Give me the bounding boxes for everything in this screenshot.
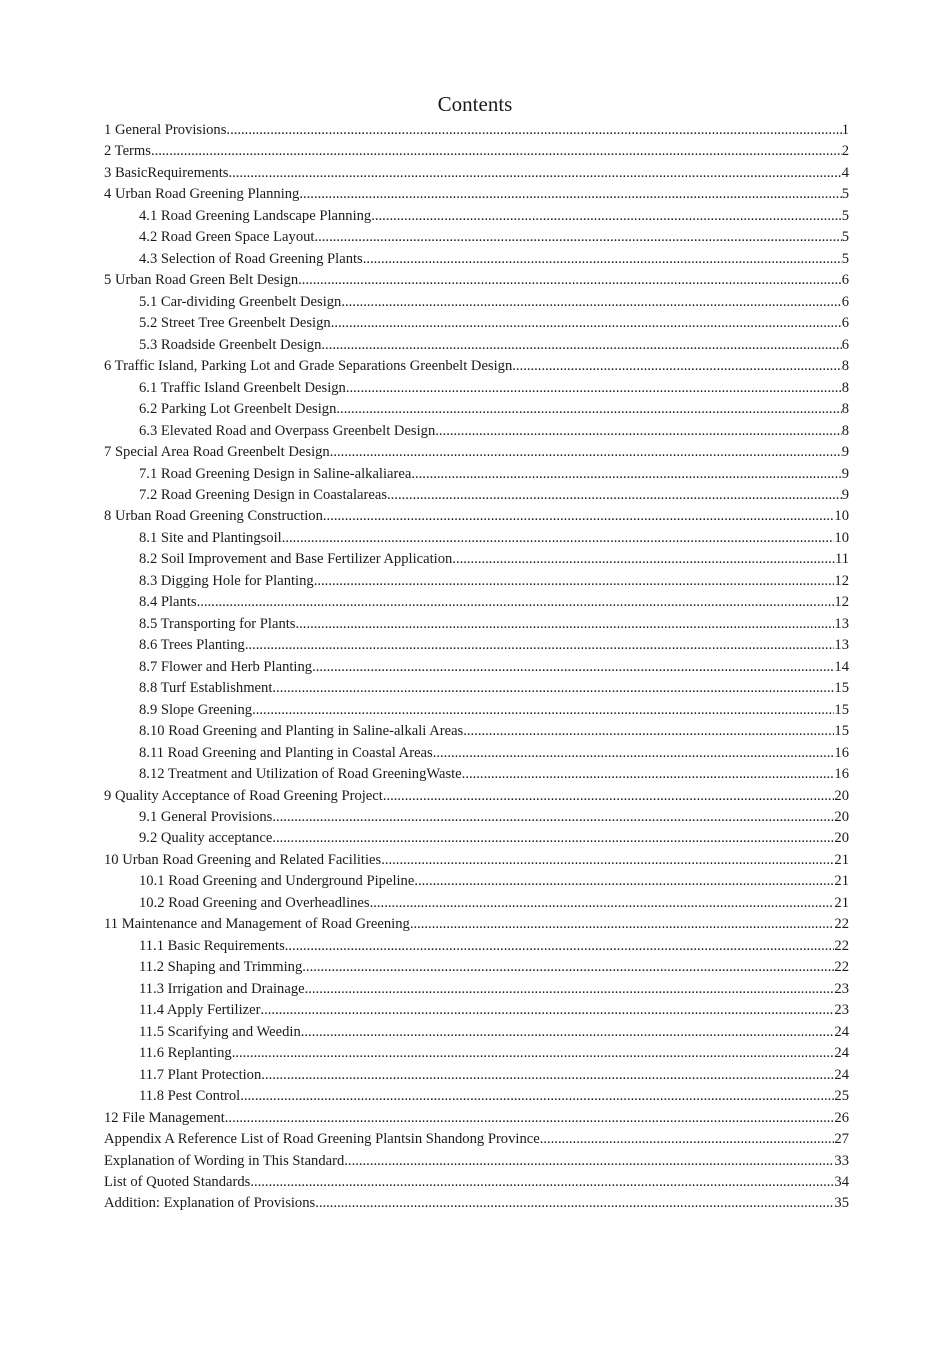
toc-entry-page-number: 16 — [834, 766, 849, 783]
toc-entry-label: 7 Special Area Road Greenbelt Design — [104, 444, 330, 461]
dot-leader — [331, 313, 842, 334]
toc-entry-page-number: 8 — [841, 379, 849, 396]
dot-leader — [315, 1193, 834, 1214]
toc-entry[interactable] — [104, 464, 849, 485]
toc-entry[interactable] — [104, 313, 849, 334]
toc-entry-label: 3 BasicRequirements — [104, 164, 229, 181]
dot-leader — [363, 249, 842, 270]
toc-entry[interactable] — [104, 614, 849, 635]
toc-entry-label: 6.2 Parking Lot Greenbelt Design — [139, 401, 337, 418]
toc-entry-label: 8.6 Trees Planting — [139, 637, 245, 654]
toc-entry-label: 6.3 Elevated Road and Overpass Greenbelt Design — [139, 422, 436, 439]
toc-entry[interactable] — [104, 378, 849, 399]
toc-entry[interactable] — [104, 1129, 849, 1150]
dot-leader — [232, 1043, 835, 1064]
dot-leader — [314, 571, 835, 592]
toc-entry-label: 8.1 Site and Plantingsoil — [139, 529, 282, 546]
toc-entry[interactable] — [104, 1022, 849, 1043]
toc-entry-page-number: 35 — [834, 1195, 849, 1212]
dot-leader — [321, 335, 841, 356]
toc-entry-label: 11.1 Basic Requirements — [139, 937, 285, 954]
toc-entry[interactable] — [104, 1151, 849, 1172]
toc-entry-label: 8.4 Plants — [139, 594, 197, 611]
toc-entry-page-number: 6 — [841, 336, 849, 353]
toc-entry-label: 8.12 Treatment and Utilization of Road GreeningWaste — [139, 766, 462, 783]
toc-entry-page-number: 8 — [841, 401, 849, 418]
toc-entry-label: 6 Traffic Island, Parking Lot and Grade Separations Greenbelt Design — [104, 358, 513, 375]
dot-leader — [433, 743, 835, 764]
dot-leader — [540, 1129, 835, 1150]
toc-entry[interactable] — [104, 549, 849, 570]
dot-leader — [411, 464, 841, 485]
toc-entry[interactable] — [104, 936, 849, 957]
toc-entry[interactable] — [104, 206, 849, 227]
toc-entry-label: 11.8 Pest Control — [139, 1088, 241, 1105]
toc-entry-label: 11 Maintenance and Management of Road Greening — [104, 916, 410, 933]
toc-entry-label: 2 Terms — [104, 143, 151, 160]
toc-entry-page-number: 33 — [834, 1152, 849, 1169]
toc-entry-page-number: 4 — [841, 164, 849, 181]
dot-leader — [272, 828, 834, 849]
toc-entry-page-number: 22 — [834, 937, 849, 954]
toc-entry[interactable] — [104, 700, 849, 721]
toc-entry[interactable] — [104, 485, 849, 506]
toc-entry[interactable] — [104, 249, 849, 270]
toc-entry[interactable] — [104, 678, 849, 699]
toc-entry-label: Appendix A Reference List of Road Greening Plantsin Shandong Province — [104, 1131, 540, 1148]
toc-entry-label: 6.1 Traffic Island Greenbelt Design — [139, 379, 346, 396]
toc-entry-page-number: 23 — [834, 980, 849, 997]
dot-leader — [285, 936, 835, 957]
toc-entry-label: 1 General Provisions — [104, 122, 227, 138]
toc-entry-page-number: 6 — [841, 272, 849, 289]
toc-entry-page-number: 13 — [834, 637, 849, 654]
toc-entry-page-number: 20 — [834, 809, 849, 825]
toc-entry[interactable] — [104, 421, 849, 442]
toc-entry-page-number: 9 — [841, 444, 849, 461]
toc-entry-page-number: 5 — [841, 250, 849, 267]
toc-entry-label: 9.1 General Provisions — [139, 809, 273, 825]
toc-entry-label: 11.5 Scarifying and Weedin — [139, 1023, 301, 1040]
dot-leader — [346, 378, 842, 399]
toc-entry[interactable] — [104, 914, 849, 935]
dot-leader — [296, 614, 835, 635]
toc-entry-page-number: 11 — [834, 551, 849, 568]
toc-entry[interactable] — [104, 528, 849, 549]
toc-entry[interactable] — [104, 1086, 849, 1107]
dot-leader — [299, 184, 841, 205]
toc-entry[interactable] — [104, 506, 849, 527]
toc-entry-page-number: 24 — [834, 1023, 849, 1040]
dot-leader — [387, 485, 842, 506]
toc-entry[interactable] — [104, 1108, 849, 1129]
toc-entry-label: 4.3 Selection of Road Greening Plants — [139, 250, 363, 267]
dot-leader — [252, 700, 834, 721]
dot-leader — [226, 120, 841, 141]
toc-entry-label: 5.1 Car-dividing Greenbelt Design — [139, 293, 342, 310]
toc-entry-page-number: 9 — [841, 486, 849, 503]
toc-entry[interactable] — [104, 292, 849, 313]
toc-entry[interactable] — [104, 957, 849, 978]
toc-entry[interactable] — [104, 807, 849, 828]
toc-entry[interactable] — [104, 850, 849, 871]
toc-entry-label: 5.3 Roadside Greenbelt Design — [139, 336, 322, 353]
toc-entry-page-number: 6 — [841, 293, 849, 310]
toc-entry-label: 12 File Management — [104, 1109, 225, 1126]
dot-leader — [410, 914, 835, 935]
toc-entry[interactable] — [104, 1193, 849, 1214]
toc-entry-page-number: 5 — [841, 207, 849, 224]
toc-entry[interactable] — [104, 270, 849, 291]
table-of-contents — [104, 120, 849, 1215]
toc-entry[interactable] — [104, 184, 849, 205]
toc-entry-label: 8.2 Soil Improvement and Base Fertilizer Application — [139, 551, 453, 568]
toc-entry-page-number: 2 — [841, 143, 849, 160]
toc-entry-page-number: 14 — [834, 658, 849, 675]
toc-entry-label: Addition: Explanation of Provisions — [104, 1195, 316, 1212]
dot-leader — [240, 1086, 834, 1107]
dot-leader — [414, 871, 834, 892]
toc-entry[interactable] — [104, 1065, 849, 1086]
toc-entry-label: 8.11 Road Greening and Planting in Coastal Areas — [139, 744, 433, 761]
toc-entry-page-number: 24 — [834, 1066, 849, 1083]
toc-entry[interactable] — [104, 743, 849, 764]
dot-leader — [272, 807, 834, 828]
dot-leader — [463, 721, 834, 742]
dot-leader — [228, 163, 841, 184]
toc-entry[interactable] — [104, 721, 849, 742]
toc-entry-page-number: 15 — [834, 701, 849, 718]
toc-entry-page-number: 22 — [834, 959, 849, 976]
toc-entry-page-number: 5 — [841, 186, 849, 203]
toc-entry-page-number: 25 — [834, 1088, 849, 1105]
toc-entry-page-number: 8 — [841, 422, 849, 439]
toc-entry-page-number: 5 — [841, 229, 849, 246]
toc-entry-page-number: 21 — [834, 894, 849, 911]
toc-entry[interactable] — [104, 571, 849, 592]
toc-entry-label: 11.2 Shaping and Trimming — [139, 959, 303, 976]
toc-entry-page-number: 16 — [834, 744, 849, 761]
toc-entry-label: 9.2 Quality acceptance — [139, 830, 273, 847]
dot-leader — [272, 678, 834, 699]
toc-entry[interactable] — [104, 163, 849, 184]
toc-entry[interactable] — [104, 657, 849, 678]
toc-entry-page-number: 6 — [841, 315, 849, 332]
toc-entry-label: 4 Urban Road Greening Planning — [104, 186, 300, 203]
toc-entry[interactable] — [104, 442, 849, 463]
toc-entry-page-number: 15 — [834, 723, 849, 740]
toc-entry-page-number: 20 — [834, 830, 849, 847]
toc-entry-page-number: 12 — [834, 572, 849, 589]
dot-leader — [371, 206, 841, 227]
toc-entry-page-number: 12 — [834, 594, 849, 611]
toc-entry-page-number: 9 — [841, 465, 849, 482]
dot-leader — [383, 786, 835, 807]
toc-entry-page-number: 15 — [834, 680, 849, 697]
toc-entry-label: 10.2 Road Greening and Overheadlines — [139, 894, 370, 911]
page-title: Contents — [437, 92, 513, 116]
toc-entry-label: 8.7 Flower and Herb Planting — [139, 658, 313, 675]
dot-leader — [250, 1172, 834, 1193]
toc-entry[interactable] — [104, 1043, 849, 1064]
toc-entry-label: 8.5 Transporting for Plants — [139, 615, 296, 632]
dot-leader — [305, 979, 835, 1000]
toc-entry-label: 7.2 Road Greening Design in Coastalareas — [139, 486, 388, 503]
toc-entry[interactable] — [104, 764, 849, 785]
toc-entry[interactable] — [104, 1172, 849, 1193]
dot-leader — [261, 1065, 834, 1086]
toc-entry[interactable] — [104, 1000, 849, 1021]
toc-entry-page-number: 27 — [834, 1131, 849, 1148]
toc-entry[interactable] — [104, 786, 849, 807]
toc-entry[interactable] — [104, 335, 849, 356]
toc-entry-label: 8.8 Turf Establishment — [139, 680, 273, 697]
dot-leader — [370, 893, 835, 914]
toc-entry-label: 8.3 Digging Hole for Planting — [139, 572, 314, 589]
dot-leader — [344, 1151, 834, 1172]
toc-entry-label: 8.10 Road Greening and Planting in Saline-alkali Areas — [139, 723, 464, 740]
dot-leader — [245, 635, 835, 656]
toc-entry-label: 8.9 Slope Greening — [139, 701, 253, 718]
toc-entry-label: 11.6 Replanting — [139, 1045, 232, 1062]
dot-leader — [452, 549, 835, 570]
toc-entry-page-number: 24 — [834, 1045, 849, 1062]
toc-entry[interactable] — [104, 592, 849, 613]
toc-entry[interactable] — [104, 979, 849, 1000]
dot-leader — [462, 764, 835, 785]
toc-entry-label: 7.1 Road Greening Design in Saline-alkaliarea — [139, 465, 412, 482]
toc-entry-page-number: 26 — [834, 1109, 849, 1126]
dot-leader — [260, 1000, 834, 1021]
dot-leader — [151, 141, 842, 162]
dot-leader — [302, 957, 834, 978]
toc-entry[interactable] — [104, 227, 849, 248]
toc-entry[interactable] — [104, 635, 849, 656]
toc-entry-label: 11.7 Plant Protection — [139, 1066, 262, 1083]
toc-entry[interactable] — [104, 893, 849, 914]
toc-entry[interactable] — [104, 120, 849, 141]
toc-entry-page-number: 34 — [834, 1173, 849, 1190]
toc-entry-label: 9 Quality Acceptance of Road Greening Project — [104, 787, 383, 804]
toc-entry-label: 5 Urban Road Green Belt Design — [104, 272, 299, 289]
toc-entry-page-number: 13 — [834, 615, 849, 632]
dot-leader — [435, 421, 841, 442]
toc-entry-label: 8 Urban Road Greening Construction — [104, 508, 323, 525]
dot-leader — [225, 1108, 835, 1129]
toc-entry-page-number: 21 — [834, 851, 849, 868]
toc-entry-page-number: 10 — [834, 508, 849, 525]
dot-leader — [330, 442, 842, 463]
toc-entry[interactable] — [104, 871, 849, 892]
toc-entry[interactable] — [104, 356, 849, 377]
dot-leader — [323, 506, 835, 527]
toc-entry-page-number: 8 — [841, 358, 849, 375]
dot-leader — [301, 1022, 835, 1043]
dot-leader — [314, 227, 841, 248]
toc-entry-label: 5.2 Street Tree Greenbelt Design — [139, 315, 331, 332]
toc-entry-label: 10 Urban Road Greening and Related Facilities — [104, 851, 382, 868]
toc-entry-label: List of Quoted Standards — [104, 1173, 251, 1190]
dot-leader — [341, 292, 841, 313]
toc-entry-label: 4.2 Road Green Space Layout — [139, 229, 315, 246]
toc-entry-label: 11.3 Irrigation and Drainage — [139, 980, 305, 997]
toc-entry-page-number: 10 — [834, 529, 849, 546]
dot-leader — [336, 399, 841, 420]
toc-entry[interactable] — [104, 399, 849, 420]
toc-entry-label: 4.1 Road Greening Landscape Planning — [139, 207, 372, 224]
dot-leader — [197, 592, 835, 613]
toc-entry[interactable] — [104, 141, 849, 162]
toc-entry-page-number: 1 — [841, 122, 849, 138]
toc-entry-page-number: 22 — [834, 916, 849, 933]
toc-entry-label: Explanation of Wording in This Standard — [104, 1152, 345, 1169]
toc-entry[interactable] — [104, 828, 849, 849]
dot-leader — [298, 270, 842, 291]
toc-entry-label: 10.1 Road Greening and Underground Pipeline — [139, 873, 415, 890]
toc-entry-label: 11.4 Apply Fertilizer — [139, 1002, 261, 1019]
toc-entry-page-number: 21 — [834, 873, 849, 890]
dot-leader — [312, 657, 834, 678]
toc-entry-page-number: 20 — [834, 787, 849, 804]
dot-leader — [282, 528, 835, 549]
dot-leader — [381, 850, 834, 871]
toc-entry-page-number: 23 — [834, 1002, 849, 1019]
dot-leader — [512, 356, 841, 377]
